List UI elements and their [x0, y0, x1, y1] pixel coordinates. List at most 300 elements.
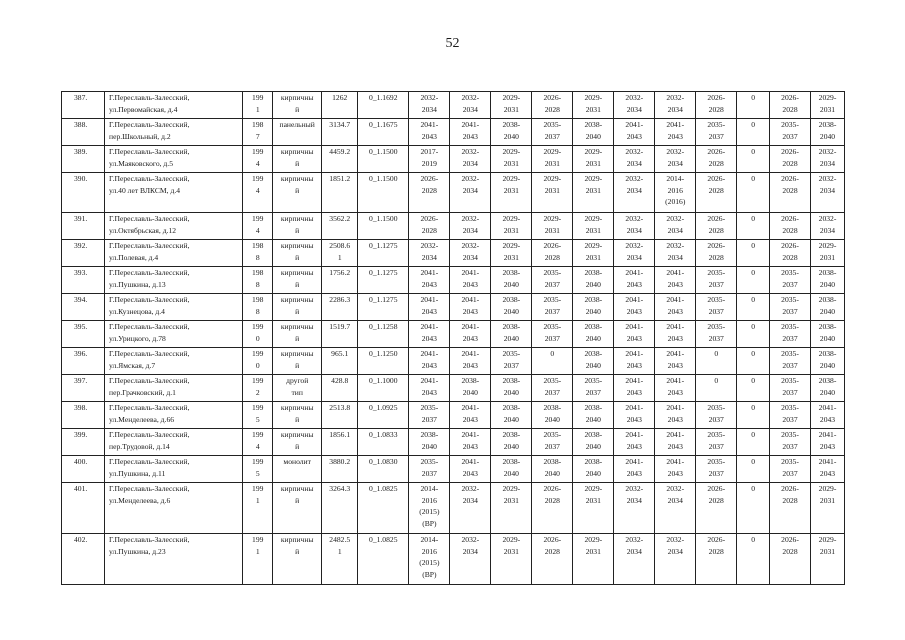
- period-7-cell: [655, 240, 696, 267]
- period-5-cell: [573, 119, 614, 146]
- period-10-text: 2026- 2028: [781, 214, 799, 235]
- address-cell: [105, 92, 243, 119]
- period-11-text: 2038- 2040: [818, 349, 837, 370]
- table-row: [62, 294, 845, 321]
- area-cell: [322, 375, 358, 402]
- period-8-text: 2035- 2037: [707, 457, 726, 478]
- area-cell: [322, 119, 358, 146]
- period-4-cell: [532, 240, 573, 267]
- period-1-cell: [409, 173, 450, 213]
- table-body: [62, 92, 845, 585]
- table-row: [62, 534, 845, 585]
- period-9-text: 0: [751, 484, 756, 493]
- class-code-text: 0_1.1258: [369, 322, 398, 331]
- address-cell: [105, 348, 243, 375]
- area-cell: [322, 294, 358, 321]
- class-code-cell: [358, 240, 409, 267]
- period-8-cell: [696, 173, 737, 213]
- period-1-cell: [409, 483, 450, 534]
- area-text: 2482.5 1: [329, 535, 351, 556]
- period-3-cell: [491, 240, 532, 267]
- period-6-text: 2041- 2043: [625, 349, 644, 370]
- wall-material-text: кирпичны й: [280, 93, 314, 114]
- build-year-text: 199 0: [252, 322, 264, 343]
- address-text: Г.Переславль-Залесский, ул.Менделеева, д.6: [109, 484, 190, 505]
- period-2-cell: [450, 402, 491, 429]
- period-4-cell: [532, 375, 573, 402]
- period-7-cell: [655, 173, 696, 213]
- build-year-cell: [243, 119, 273, 146]
- period-1-cell: [409, 119, 450, 146]
- period-8-cell: [696, 429, 737, 456]
- class-code-cell: [358, 429, 409, 456]
- period-3-text: 2029- 2031: [502, 93, 521, 114]
- period-10-cell: [770, 429, 811, 456]
- period-11-cell: [811, 375, 845, 402]
- period-5-cell: [573, 92, 614, 119]
- period-5-cell: [573, 173, 614, 213]
- build-year-text: 198 8: [252, 295, 264, 316]
- class-code-text: 0_1.0830: [369, 457, 398, 466]
- period-9-text: 0: [751, 214, 756, 223]
- period-9-text: 0: [751, 349, 756, 358]
- period-3-text: 2029- 2031: [502, 214, 521, 235]
- period-11-text: 2038- 2040: [818, 268, 837, 289]
- period-6-cell: [614, 173, 655, 213]
- period-10-text: 2035- 2037: [781, 120, 799, 141]
- period-1-text: 2032- 2034: [420, 241, 439, 262]
- wall-material-text: монолит: [283, 457, 311, 466]
- period-9-text: 0: [751, 120, 756, 129]
- period-3-cell: [491, 294, 532, 321]
- period-2-cell: [450, 321, 491, 348]
- period-5-text: 2029- 2031: [584, 147, 603, 168]
- period-10-text: 2035- 2037: [781, 430, 799, 451]
- period-1-cell: [409, 456, 450, 483]
- period-5-cell: [573, 294, 614, 321]
- period-5-text: 2038- 2040: [584, 457, 603, 478]
- period-8-text: 2026- 2028: [707, 535, 726, 556]
- period-11-text: 2041- 2043: [818, 430, 837, 451]
- class-code-text: 0_1.1500: [369, 174, 398, 183]
- period-6-text: 2041- 2043: [625, 430, 644, 451]
- build-year-text: 199 1: [252, 484, 264, 505]
- address-cell: [105, 456, 243, 483]
- area-cell: [322, 213, 358, 240]
- period-7-text: 2032- 2034: [666, 93, 685, 114]
- period-6-text: 2032- 2034: [625, 93, 644, 114]
- period-2-text: 2032- 2034: [461, 241, 480, 262]
- build-year-text: 199 4: [252, 430, 264, 451]
- period-4-text: 2029- 2031: [543, 174, 562, 195]
- period-11-cell: [811, 456, 845, 483]
- build-year-cell: [243, 456, 273, 483]
- class-code-cell: [358, 213, 409, 240]
- class-code-text: 0_1.1275: [369, 268, 398, 277]
- class-code-text: 0_1.0833: [369, 430, 398, 439]
- wall-material-cell: [273, 348, 322, 375]
- period-9-text: 0: [751, 376, 756, 385]
- period-10-text: 2026- 2028: [781, 174, 799, 195]
- period-10-cell: [770, 534, 811, 585]
- period-10-text: 2026- 2028: [781, 93, 799, 114]
- period-5-cell: [573, 429, 614, 456]
- table-row: [62, 429, 845, 456]
- class-code-cell: [358, 534, 409, 585]
- table-row: [62, 240, 845, 267]
- table-row: [62, 402, 845, 429]
- period-3-cell: [491, 534, 532, 585]
- period-11-text: 2029- 2031: [818, 484, 837, 505]
- period-8-text: 2026- 2028: [707, 93, 726, 114]
- period-5-text: 2029- 2031: [584, 484, 603, 505]
- class-code-text: 0_1.1500: [369, 147, 398, 156]
- period-6-text: 2041- 2043: [625, 403, 644, 424]
- class-code-text: 0_1.1000: [369, 376, 398, 385]
- period-1-cell: [409, 240, 450, 267]
- build-year-cell: [243, 534, 273, 585]
- period-8-cell: [696, 534, 737, 585]
- period-10-cell: [770, 456, 811, 483]
- address-text: Г.Переславль-Залесский, пер.Грачковский, д.1: [109, 376, 190, 397]
- wall-material-text: кирпичны й: [280, 349, 314, 370]
- period-6-text: 2032- 2034: [625, 484, 644, 505]
- period-3-text: 2029- 2031: [502, 174, 521, 195]
- period-8-cell: [696, 267, 737, 294]
- period-2-cell: [450, 348, 491, 375]
- period-3-cell: [491, 429, 532, 456]
- row-number-text: 398.: [74, 403, 88, 412]
- period-6-text: 2041- 2043: [625, 120, 644, 141]
- period-10-cell: [770, 375, 811, 402]
- table-row: [62, 348, 845, 375]
- period-10-text: 2035- 2037: [781, 268, 799, 289]
- period-6-text: 2041- 2043: [625, 295, 644, 316]
- period-8-cell: [696, 375, 737, 402]
- period-3-text: 2038- 2040: [502, 403, 521, 424]
- period-1-text: 2041- 2043: [420, 376, 439, 397]
- period-10-text: 2035- 2037: [781, 295, 799, 316]
- table-row: [62, 483, 845, 534]
- address-text: Г.Переславль-Залесский, ул.Полевая, д.4: [109, 241, 190, 262]
- period-2-text: 2032- 2034: [461, 174, 480, 195]
- address-cell: [105, 321, 243, 348]
- period-9-text: 0: [751, 241, 756, 250]
- period-9-cell: [737, 375, 770, 402]
- address-cell: [105, 429, 243, 456]
- address-cell: [105, 267, 243, 294]
- period-4-text: 2035- 2037: [543, 430, 562, 451]
- period-10-text: 2026- 2028: [781, 535, 799, 556]
- period-7-cell: [655, 146, 696, 173]
- period-4-text: 2035- 2037: [543, 120, 562, 141]
- period-10-text: 2026- 2028: [781, 147, 799, 168]
- period-10-text: 2035- 2037: [781, 457, 799, 478]
- wall-material-cell: [273, 240, 322, 267]
- wall-material-text: кирпичны й: [280, 174, 314, 195]
- period-1-cell: [409, 213, 450, 240]
- period-6-text: 2041- 2043: [625, 376, 644, 397]
- period-8-text: 2035- 2037: [707, 120, 726, 141]
- period-11-text: 2041- 2043: [818, 457, 837, 478]
- class-code-cell: [358, 294, 409, 321]
- table-row: [62, 213, 845, 240]
- period-8-cell: [696, 213, 737, 240]
- period-8-text: 0: [714, 376, 719, 385]
- period-6-cell: [614, 534, 655, 585]
- period-8-cell: [696, 456, 737, 483]
- period-9-cell: [737, 456, 770, 483]
- address-cell: [105, 402, 243, 429]
- period-11-text: 2038- 2040: [818, 295, 837, 316]
- build-year-text: 199 5: [252, 457, 264, 478]
- period-4-cell: [532, 146, 573, 173]
- row-number-cell: [62, 119, 105, 146]
- build-year-cell: [243, 321, 273, 348]
- period-5-text: 2029- 2031: [584, 174, 603, 195]
- build-year-cell: [243, 483, 273, 534]
- period-4-cell: [532, 483, 573, 534]
- row-number-text: 396.: [74, 349, 88, 358]
- period-5-text: 2029- 2031: [584, 214, 603, 235]
- period-11-cell: [811, 483, 845, 534]
- address-text: Г.Переславль-Залесский, ул.Менделеева, д.66: [109, 403, 190, 424]
- period-3-cell: [491, 348, 532, 375]
- period-5-cell: [573, 402, 614, 429]
- build-year-cell: [243, 348, 273, 375]
- period-1-cell: [409, 92, 450, 119]
- period-1-cell: [409, 375, 450, 402]
- build-year-cell: [243, 429, 273, 456]
- period-4-cell: [532, 173, 573, 213]
- area-text: 1262: [332, 93, 348, 102]
- period-6-cell: [614, 429, 655, 456]
- area-text: 1851.2: [329, 174, 351, 183]
- row-number-cell: [62, 294, 105, 321]
- row-number-cell: [62, 146, 105, 173]
- period-3-text: 2038- 2040: [502, 295, 521, 316]
- row-number-cell: [62, 213, 105, 240]
- area-cell: [322, 267, 358, 294]
- period-5-text: 2038- 2040: [584, 430, 603, 451]
- wall-material-cell: [273, 146, 322, 173]
- period-4-cell: [532, 456, 573, 483]
- period-7-cell: [655, 321, 696, 348]
- period-5-text: 2038- 2040: [584, 349, 603, 370]
- period-7-text: 2041- 2043: [666, 120, 685, 141]
- period-10-text: 2035- 2037: [781, 322, 799, 343]
- period-6-cell: [614, 294, 655, 321]
- period-8-text: 2035- 2037: [707, 403, 726, 424]
- row-number-text: 387.: [74, 93, 88, 102]
- period-8-text: 2026- 2028: [707, 174, 726, 195]
- period-1-text: 2032- 2034: [420, 93, 439, 114]
- area-text: 3562.2: [329, 214, 351, 223]
- period-11-cell: [811, 119, 845, 146]
- period-3-cell: [491, 456, 532, 483]
- period-7-text: 2014- 2016 (2016): [665, 174, 686, 206]
- period-7-text: 2041- 2043: [666, 295, 685, 316]
- period-2-text: 2041- 2043: [461, 120, 480, 141]
- build-year-cell: [243, 173, 273, 213]
- period-7-text: 2041- 2043: [666, 457, 685, 478]
- row-number-cell: [62, 92, 105, 119]
- period-8-cell: [696, 348, 737, 375]
- period-1-text: 2035- 2037: [420, 403, 439, 424]
- period-5-cell: [573, 240, 614, 267]
- address-cell: [105, 146, 243, 173]
- period-7-cell: [655, 119, 696, 146]
- period-3-cell: [491, 119, 532, 146]
- row-number-cell: [62, 348, 105, 375]
- period-6-text: 2032- 2034: [625, 535, 644, 556]
- wall-material-text: кирпичны й: [280, 403, 314, 424]
- period-6-cell: [614, 321, 655, 348]
- build-year-text: 199 0: [252, 349, 264, 370]
- period-1-text: 2041- 2043: [420, 120, 439, 141]
- row-number-text: 392.: [74, 241, 88, 250]
- address-text: Г.Переславль-Залесский, ул.Пушкина, д.11: [109, 457, 190, 478]
- period-1-text: 2026- 2028: [420, 214, 439, 235]
- period-6-cell: [614, 375, 655, 402]
- period-9-cell: [737, 267, 770, 294]
- wall-material-text: кирпичны й: [280, 295, 314, 316]
- period-8-text: 2035- 2037: [707, 322, 726, 343]
- period-9-text: 0: [751, 457, 756, 466]
- area-text: 1756.2: [329, 268, 351, 277]
- period-11-cell: [811, 240, 845, 267]
- period-9-cell: [737, 173, 770, 213]
- period-9-cell: [737, 294, 770, 321]
- period-4-text: 2026- 2028: [543, 535, 562, 556]
- period-11-cell: [811, 213, 845, 240]
- period-3-cell: [491, 173, 532, 213]
- period-1-text: 2017- 2019: [420, 147, 439, 168]
- area-cell: [322, 92, 358, 119]
- period-5-text: 2029- 2031: [584, 241, 603, 262]
- period-4-text: 2026- 2028: [543, 484, 562, 505]
- period-2-cell: [450, 119, 491, 146]
- class-code-text: 0_1.1500: [369, 214, 398, 223]
- period-10-text: 2035- 2037: [781, 349, 799, 370]
- period-2-text: 2032- 2034: [461, 535, 480, 556]
- period-5-cell: [573, 213, 614, 240]
- area-cell: [322, 402, 358, 429]
- period-2-cell: [450, 267, 491, 294]
- period-4-cell: [532, 429, 573, 456]
- period-5-cell: [573, 348, 614, 375]
- address-text: Г.Переславль-Залесский, ул.Пушкина, д.13: [109, 268, 190, 289]
- address-cell: [105, 534, 243, 585]
- period-5-cell: [573, 456, 614, 483]
- row-number-cell: [62, 375, 105, 402]
- period-1-cell: [409, 534, 450, 585]
- class-code-cell: [358, 321, 409, 348]
- class-code-cell: [358, 267, 409, 294]
- period-4-text: 2038- 2040: [543, 403, 562, 424]
- row-number-cell: [62, 321, 105, 348]
- period-3-text: 2038- 2040: [502, 457, 521, 478]
- build-year-text: 198 8: [252, 268, 264, 289]
- address-cell: [105, 483, 243, 534]
- row-number-cell: [62, 429, 105, 456]
- period-4-cell: [532, 348, 573, 375]
- wall-material-text: кирпичны й: [280, 430, 314, 451]
- build-year-cell: [243, 92, 273, 119]
- period-10-cell: [770, 267, 811, 294]
- wall-material-text: кирпичны й: [280, 322, 314, 343]
- address-cell: [105, 240, 243, 267]
- period-7-text: 2041- 2043: [666, 322, 685, 343]
- period-8-cell: [696, 146, 737, 173]
- wall-material-cell: [273, 456, 322, 483]
- period-4-text: 2029- 2031: [543, 147, 562, 168]
- class-code-text: 0_1.0825: [369, 484, 398, 493]
- period-11-cell: [811, 294, 845, 321]
- area-text: 2508.6 1: [329, 241, 351, 262]
- period-2-cell: [450, 375, 491, 402]
- wall-material-text: кирпичны й: [280, 535, 314, 556]
- class-code-cell: [358, 348, 409, 375]
- wall-material-cell: [273, 402, 322, 429]
- period-5-cell: [573, 483, 614, 534]
- period-11-text: 2032- 2034: [818, 174, 837, 195]
- period-4-cell: [532, 267, 573, 294]
- period-5-cell: [573, 267, 614, 294]
- row-number-cell: [62, 483, 105, 534]
- area-text: 965.1: [331, 349, 349, 358]
- period-8-text: 2035- 2037: [707, 268, 726, 289]
- wall-material-cell: [273, 213, 322, 240]
- period-6-cell: [614, 267, 655, 294]
- period-9-cell: [737, 213, 770, 240]
- period-5-cell: [573, 375, 614, 402]
- build-year-cell: [243, 267, 273, 294]
- period-7-text: 2032- 2034: [666, 535, 685, 556]
- period-11-cell: [811, 402, 845, 429]
- wall-material-text: кирпичны й: [280, 147, 314, 168]
- class-code-cell: [358, 456, 409, 483]
- period-10-cell: [770, 321, 811, 348]
- period-1-text: 2041- 2043: [420, 268, 439, 289]
- table-row: [62, 267, 845, 294]
- period-3-text: 2038- 2040: [502, 376, 521, 397]
- address-cell: [105, 294, 243, 321]
- row-number-text: 394.: [74, 295, 88, 304]
- address-cell: [105, 375, 243, 402]
- period-7-cell: [655, 534, 696, 585]
- address-text: Г.Переславль-Залесский, ул.Урицкого, д.78: [109, 322, 190, 343]
- area-cell: [322, 429, 358, 456]
- period-6-text: 2041- 2043: [625, 457, 644, 478]
- period-1-cell: [409, 146, 450, 173]
- period-9-cell: [737, 119, 770, 146]
- period-6-text: 2032- 2034: [625, 174, 644, 195]
- period-11-cell: [811, 146, 845, 173]
- period-2-text: 2041- 2043: [461, 322, 480, 343]
- period-6-cell: [614, 146, 655, 173]
- period-11-text: 2029- 2031: [818, 241, 837, 262]
- period-10-cell: [770, 173, 811, 213]
- period-1-text: 2041- 2043: [420, 295, 439, 316]
- row-number-text: 402.: [74, 535, 88, 544]
- build-year-cell: [243, 375, 273, 402]
- address-text: Г.Переславль-Залесский, ул.Кузнецова, д.4: [109, 295, 190, 316]
- period-6-text: 2041- 2043: [625, 322, 644, 343]
- period-5-cell: [573, 534, 614, 585]
- period-4-cell: [532, 213, 573, 240]
- period-5-text: 2038- 2040: [584, 403, 603, 424]
